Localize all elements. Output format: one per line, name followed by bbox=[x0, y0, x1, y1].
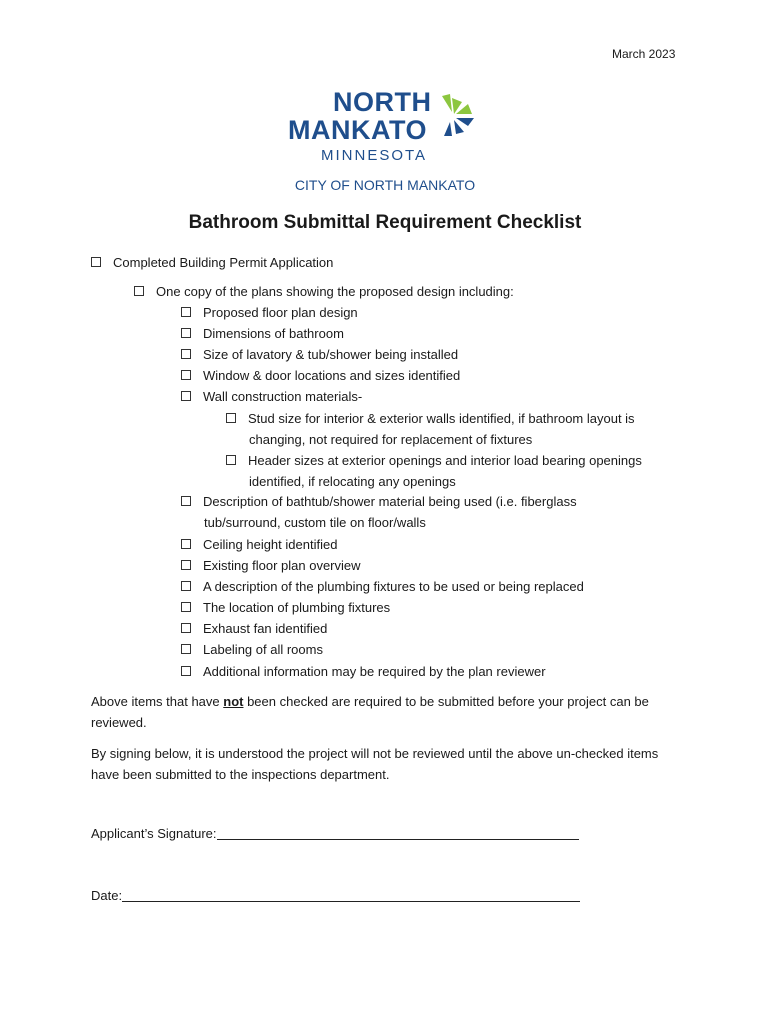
checklist-subitem bbox=[181, 365, 460, 386]
item-label: A description of the plumbing fixtures to be used or being replaced bbox=[203, 579, 584, 594]
checklist-subitem bbox=[181, 323, 344, 344]
checklist-subitem bbox=[181, 555, 361, 576]
item-label: Window & door locations and sizes identified bbox=[203, 368, 461, 383]
checkbox[interactable] bbox=[134, 286, 144, 296]
date-line[interactable] bbox=[122, 889, 580, 902]
item-label: Size of lavatory & tub/shower being installed bbox=[203, 347, 459, 362]
item-label: Additional information may be required by the plan reviewer bbox=[203, 664, 546, 679]
date-field bbox=[91, 888, 580, 903]
checkbox[interactable] bbox=[181, 349, 191, 359]
city-heading: CITY OF NORTH MANKATO bbox=[294, 177, 476, 193]
checkbox[interactable] bbox=[181, 623, 191, 633]
item-label: Completed Building Permit Application bbox=[113, 255, 334, 270]
checklist-subitem bbox=[181, 618, 327, 639]
checklist-subitem bbox=[181, 534, 337, 555]
note-emphasis: not bbox=[223, 694, 244, 709]
checkbox[interactable] bbox=[181, 391, 191, 401]
checkbox[interactable] bbox=[181, 581, 191, 591]
checkbox[interactable] bbox=[226, 455, 236, 465]
checklist-item-plans bbox=[134, 281, 514, 302]
checklist-subitem bbox=[181, 491, 577, 512]
item-label: Exhaust fan identified bbox=[203, 621, 328, 636]
item-label: Header sizes at exterior openings and interior load bearing openings bbox=[248, 453, 642, 468]
applicant-signature-line[interactable] bbox=[217, 827, 579, 840]
checkbox[interactable] bbox=[181, 666, 191, 676]
checklist-subitem bbox=[181, 661, 546, 682]
document-date: March 2023 bbox=[612, 47, 676, 61]
item-label: Labeling of all rooms bbox=[203, 642, 323, 657]
applicant-signature-label: Applicant’s Signature: bbox=[91, 826, 217, 841]
note-signing-statement: By signing below, it is understood the project will not be reviewed until the above un-checked items have been submitted to the inspections department. bbox=[91, 746, 659, 782]
checkbox[interactable] bbox=[181, 560, 191, 570]
logo-word-mankato: MANKATO bbox=[288, 115, 427, 145]
item-label: Description of bathtub/shower material being used (i.e. fiberglass bbox=[203, 494, 577, 509]
checklist-wall-item bbox=[226, 450, 642, 471]
note-text: been checked are required to be submitted before your project can be reviewed. bbox=[91, 694, 649, 730]
checkbox[interactable] bbox=[181, 328, 191, 338]
item-label: Existing floor plan overview bbox=[203, 558, 361, 573]
item-label: Wall construction materials- bbox=[203, 389, 363, 404]
logo-word-north: NORTH bbox=[333, 87, 432, 117]
date-label: Date: bbox=[91, 888, 123, 903]
checklist-wall-item bbox=[226, 408, 635, 429]
checklist-subitem bbox=[181, 302, 358, 323]
checkbox[interactable] bbox=[181, 602, 191, 612]
north-mankato-logo bbox=[285, 88, 485, 168]
checkbox[interactable] bbox=[181, 370, 191, 380]
checklist-subitem-continued: tub/surround, custom tile on floor/walls bbox=[204, 515, 426, 530]
checkbox[interactable] bbox=[181, 496, 191, 506]
logo-sunburst-icon bbox=[442, 92, 482, 138]
checkbox[interactable] bbox=[181, 644, 191, 654]
logo-word-minnesota: MINNESOTA bbox=[321, 147, 428, 164]
applicant-signature-field bbox=[91, 826, 579, 841]
note-unchecked-items bbox=[91, 691, 681, 733]
checklist-subitem bbox=[181, 344, 458, 365]
checkbox[interactable] bbox=[91, 257, 101, 267]
checklist-subitem bbox=[181, 386, 362, 407]
checkbox[interactable] bbox=[181, 307, 191, 317]
item-label: The location of plumbing fixtures bbox=[203, 600, 391, 615]
checkbox[interactable] bbox=[226, 413, 236, 423]
checklist-subitem bbox=[181, 639, 323, 660]
item-label: Ceiling height identified bbox=[203, 537, 338, 552]
item-label: One copy of the plans showing the proposed design including: bbox=[156, 284, 514, 299]
checklist-subitem bbox=[181, 597, 390, 618]
checkbox[interactable] bbox=[181, 539, 191, 549]
checklist-subitem bbox=[181, 576, 584, 597]
item-label: Stud size for interior & exterior walls identified, if bathroom layout is bbox=[248, 411, 635, 426]
note-text: Above items that have bbox=[91, 694, 224, 709]
item-label: Dimensions of bathroom bbox=[203, 326, 344, 341]
checklist-wall-item-continued: changing, not required for replacement of fixtures bbox=[249, 432, 533, 447]
checklist-wall-item-continued: identified, if relocating any openings bbox=[249, 474, 456, 489]
checklist-item-application bbox=[91, 252, 333, 273]
page-title: Bathroom Submittal Requirement Checklist bbox=[188, 212, 582, 233]
item-label: Proposed floor plan design bbox=[203, 305, 358, 320]
